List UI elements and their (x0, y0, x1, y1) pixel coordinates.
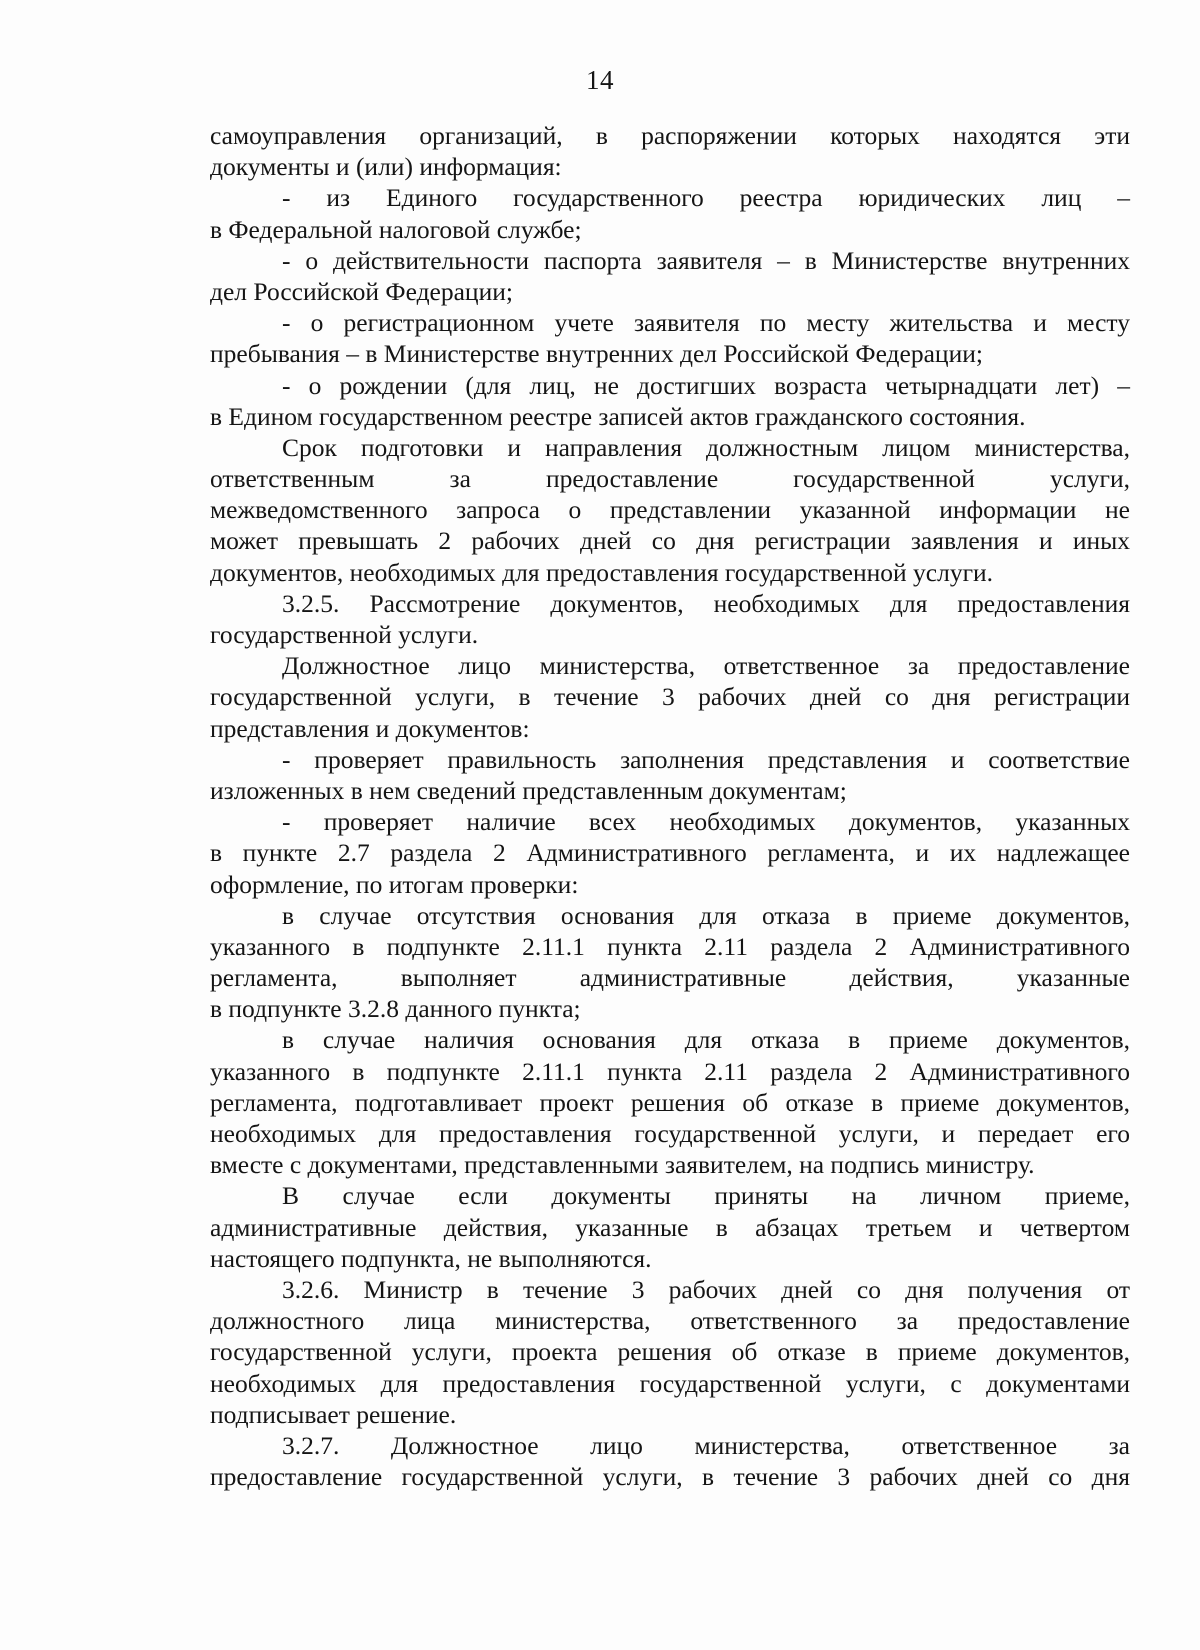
text-line: должностного лица министерства, ответственного за предоставление (210, 1306, 1130, 1336)
text-line: - проверяет правильность заполнения представления и соответствие (282, 744, 1130, 774)
text-line: государственной услуги, в течение 3 рабочих дней со дня регистрации (210, 682, 1130, 712)
text-line: - о регистрационном учете заявителя по месту жительства и месту (282, 308, 1130, 338)
text-line: 3.2.7. Должностное лицо министерства, ответственное за (282, 1430, 1130, 1460)
text-line: государственной услуги, проекта решения об отказе в приеме документов, (210, 1337, 1130, 1367)
text-line: В случае если документы приняты на личном приеме, (282, 1181, 1130, 1211)
text-line: дел Российской Федерации; (210, 276, 513, 306)
text-line: в случае наличия основания для отказа в приеме документов, (282, 1025, 1130, 1055)
text-line: самоуправления организаций, в распоряжении которых находятся эти (210, 121, 1130, 150)
document-body (210, 120, 1130, 1492)
text-line: в пункте 2.7 раздела 2 Административного регламента, и их надлежащее (210, 838, 1130, 868)
text-line: в случае отсутствия основания для отказа в приеме документов, (282, 900, 1130, 930)
page-number: 14 (586, 65, 614, 95)
text-line: регламента, выполняет административные действия, указанные (210, 963, 1130, 993)
text-line: - из Единого государственного реестра юридических лиц – (282, 183, 1130, 213)
text-line: вместе с документами, представленными заявителем, на подпись министру. (210, 1150, 1035, 1180)
text-line: в Федеральной налоговой службе; (210, 214, 582, 244)
text-line: государственной услуги. (210, 620, 479, 649)
text-line: изложенных в нем сведений представленным документам; (210, 775, 847, 805)
text-line: подписывает решение. (210, 1399, 457, 1429)
text-line: ответственным за предоставление государственной услуги, (210, 464, 1130, 494)
text-line: в Едином государственном реестре записей актов гражданского состояния. (210, 401, 1026, 431)
text-line: 3.2.5. Рассмотрение документов, необходимых для предоставления (282, 588, 1130, 618)
text-line: в подпункте 3.2.8 данного пункта; (210, 994, 581, 1024)
text-line: предоставление государственной услуги, в течение 3 рабочих дней со дня (210, 1462, 1130, 1492)
text-line: настоящего подпункта, не выполняются. (210, 1243, 652, 1273)
text-line: - проверяет наличие всех необходимых документов, указанных (282, 807, 1130, 837)
text-line: необходимых для предоставления государственной услуги, и передает его (210, 1119, 1130, 1148)
text-line: документов, необходимых для предоставления государственной услуги. (210, 557, 994, 587)
text-line: - о рождении (для лиц, не достигших возраста четырнадцати лет) – (282, 370, 1130, 400)
text-line: необходимых для предоставления государственной услуги, с документами (210, 1368, 1130, 1398)
text-line: 3.2.6. Министр в течение 3 рабочих дней со дня получения от (282, 1274, 1130, 1304)
text-line: административные действия, указанные в абзацах третьем и четвертом (210, 1212, 1130, 1242)
text-line: указанного в подпункте 2.11.1 пункта 2.11 раздела 2 Административного (210, 1056, 1130, 1086)
text-line: указанного в подпункте 2.11.1 пункта 2.11 раздела 2 Административного (210, 931, 1130, 961)
text-line: пребывания – в Министерстве внутренних дел Российской Федерации; (210, 339, 983, 369)
text-line: межведомственного запроса о представлении указанной информации не (210, 495, 1130, 525)
text-line: Должностное лицо министерства, ответственное за предоставление (282, 651, 1130, 681)
text-line: регламента, подготавливает проект решения об отказе в приеме документов, (210, 1087, 1130, 1117)
text-line: представления и документов: (210, 713, 530, 743)
text-line: может превышать 2 рабочих дней со дня регистрации заявления и иных (210, 526, 1130, 556)
text-line: Срок подготовки и направления должностным лицом министерства, (282, 432, 1130, 462)
text-line: оформление, по итогам проверки: (210, 869, 579, 899)
text-line: документы и (или) информация: (210, 152, 562, 182)
text-line: - о действительности паспорта заявителя – в Министерстве внутренних (282, 245, 1130, 275)
